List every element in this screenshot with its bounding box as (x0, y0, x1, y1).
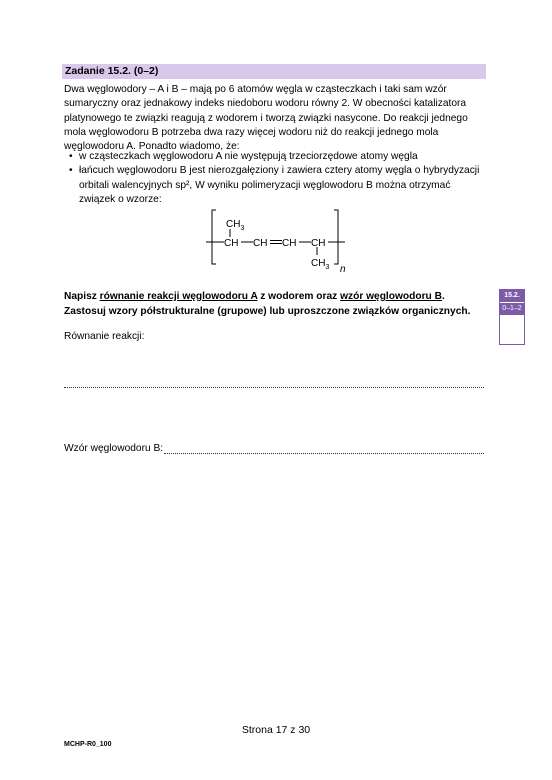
task-instruction (64, 290, 504, 319)
intro-line: Dwa węglowodory – A i B – mają po 6 atomów węgla w cząsteczkach i taki sam wzór (64, 84, 447, 95)
methyl-group-bottom: $CH_3$ (311, 258, 330, 271)
formula-b-label: Wzór węglowodoru B: (64, 443, 164, 454)
score-range: 0–1–2 (500, 302, 524, 315)
condition-text: orbitali walencyjnych sp², W wyniku polimeryzacji węglowodoru B można otrzymać (79, 179, 451, 191)
ch-group: CH (311, 238, 326, 249)
score-task-number: 15.2. (500, 290, 524, 302)
condition-item (64, 164, 494, 207)
ch-group: CH (253, 238, 268, 249)
bullet-icon: • (69, 165, 73, 177)
instruction-line-1: Napisz równanie reakcji węglowodoru A z wodorem oraz wzór węglowodoru B. (64, 291, 445, 302)
condition-text: w cząsteczkach węglowodoru A nie występują trzeciorzędowe atomy węgla (79, 151, 418, 162)
right-bracket (334, 210, 338, 264)
condition-text: związek o wzorze: (79, 193, 162, 205)
page-number: Strona 17 z 30 (241, 724, 311, 736)
answer-line-equation[interactable] (64, 387, 484, 388)
polymer-structure (200, 204, 360, 276)
intro-line: sumaryczny oraz jednakowy indeks niedoboru wodoru równy 2. W obecności katalizatora (64, 98, 467, 110)
intro-line: mola węglowodoru B potrzeba dwa razy więcej wodoru niż do reakcji jednego mola (64, 126, 439, 138)
condition-item (64, 150, 494, 164)
answer-line-formula-b[interactable] (164, 453, 484, 454)
score-box (499, 289, 525, 345)
equation-label: Równanie reakcji: (64, 331, 145, 342)
intro-line: platynowego te związki reagują z wodorem i tworzą związki nasycone. Do reakcji jednego (64, 112, 468, 124)
task-title: Zadanie 15.2. (0–2) (62, 64, 486, 79)
left-bracket (212, 210, 216, 264)
task-intro (64, 83, 494, 154)
document-code: MCHP-R0_100 (64, 741, 112, 748)
bullet-icon: • (69, 151, 73, 162)
ch-group: CH (282, 238, 297, 249)
ch-group: CH (224, 238, 239, 249)
instruction-line-2: Zastosuj wzory półstrukturalne (grupowe) lub uproszczone związków organicznych. (64, 305, 471, 317)
intro-line: węglowodoru A. Ponadto wiadomo, że: (64, 141, 240, 153)
repeat-index: n (340, 264, 346, 275)
conditions-list (64, 150, 494, 207)
methyl-group-top: $CH_3$ (226, 219, 245, 232)
condition-text: łańcuch węglowodoru B jest nierozgałęziony i zawiera cztery atomy węgla o hybrydyzacji (79, 165, 480, 177)
